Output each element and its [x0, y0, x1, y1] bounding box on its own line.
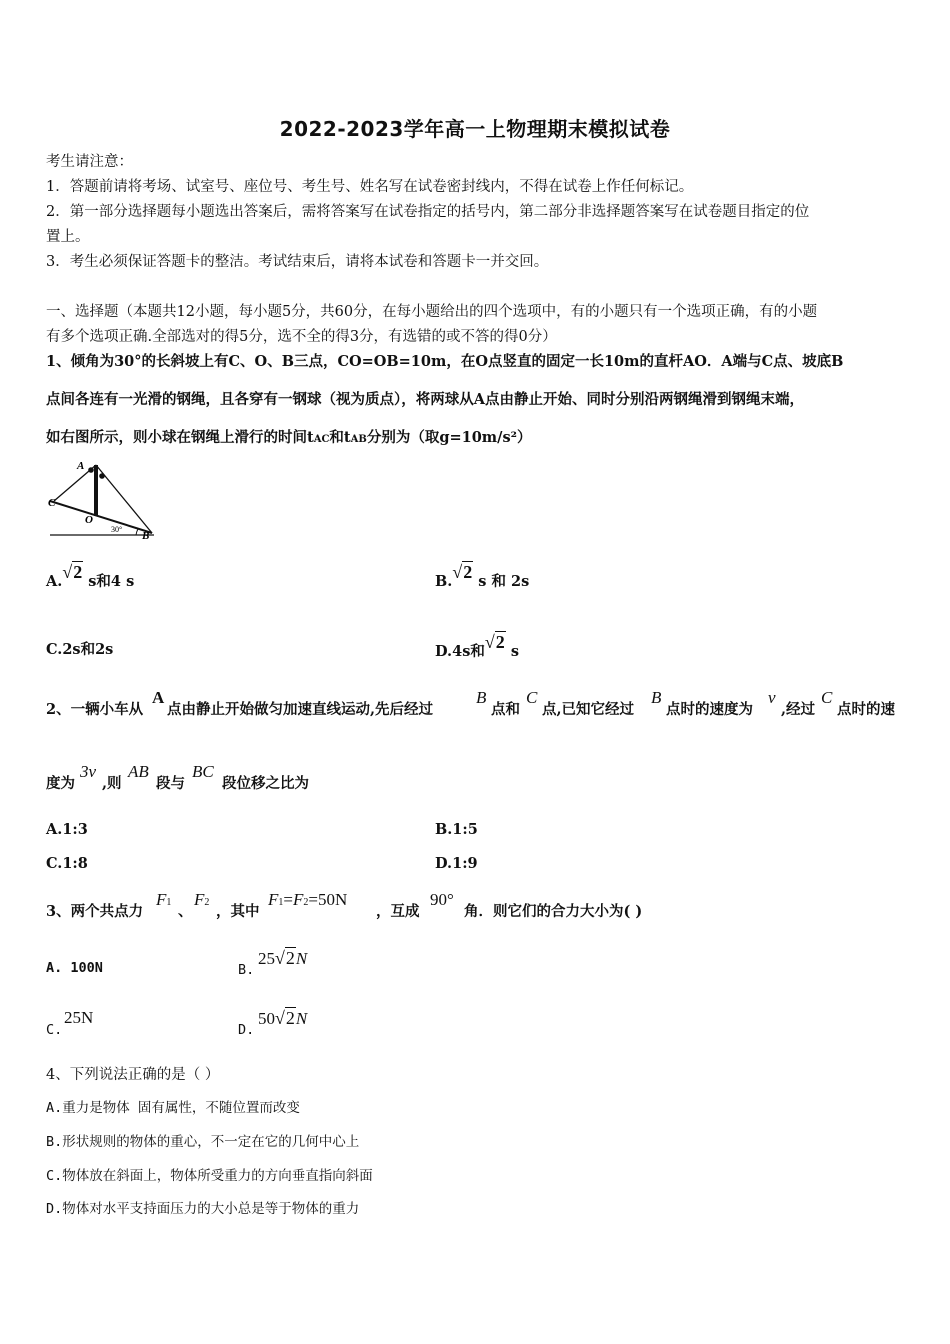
ball-ac — [88, 467, 94, 473]
q1-option-b[interactable]: B.√2 s 和 2s — [435, 562, 530, 590]
notice-item: 1．答题前请将考场、试室号、座位号、考生号、姓名写在试卷密封线内，不得在试卷上作任何标记。 — [46, 179, 694, 195]
q3-option-a[interactable]: A. 100N — [46, 960, 103, 976]
page-title: 2022-2023学年高一上物理期末模拟试卷 — [279, 117, 671, 141]
q2-option-c[interactable]: C.1:8 — [46, 855, 88, 872]
label-a: A — [77, 460, 85, 472]
label-angle: 30° — [111, 525, 123, 534]
label-b: B — [142, 530, 150, 542]
q1-stem-line2: 点间各连有一光滑的钢绳，且各穿有一钢球（视为质点），将两球从A点由静止开始、同时分别沿两钢绳滑到钢绳末端， — [46, 391, 804, 408]
q3-stem: 3、两个共点力 F1 、 F2 ，其中 F1=F2=50N ，互成 90° 角．则它们的合力大小为( ) — [46, 890, 643, 920]
q1-option-c[interactable]: C.2s和2s — [46, 641, 114, 658]
label-o: O — [85, 514, 93, 526]
q4-stem: 4、下列说法正确的是（ ） — [46, 1067, 220, 1083]
label-c: C — [48, 497, 56, 509]
angle-arc — [136, 529, 138, 535]
q1-option-d[interactable]: D.4s和√2 s — [435, 632, 519, 660]
q4-option-d[interactable]: D.物体对水平支持面压力的大小总是等于物体的重力 — [46, 1201, 360, 1217]
q1-stem-line1: 1、倾角为30°的长斜坡上有C、O、B三点，CO=OB=10m，在O点竖直的固定一长10m的直杆AO．A端与C点、坡底B — [46, 353, 844, 370]
q1-option-a[interactable]: A.√2 s和4 s — [46, 562, 135, 590]
notice-heading: 考生请注意： — [46, 154, 133, 170]
q2-option-b[interactable]: B.1:5 — [435, 821, 478, 838]
q4-option-a[interactable]: A.重力是物体 固有属性，不随位置而改变 — [46, 1100, 300, 1116]
q1-stem-line3: 如右图所示，则小球在钢绳上滑行的时间tAC和tAB分别为（取g=10m/s²） — [46, 429, 532, 446]
q2-option-a[interactable]: A.1:3 — [46, 821, 88, 838]
q3-option-d[interactable]: D. 50√2N — [238, 1008, 308, 1038]
section-heading-cont: 有多个选项正确.全部选对的得5分，选不全的得3分，有选错的或不答的得0分） — [46, 329, 557, 345]
q4-option-c[interactable]: C.物体放在斜面上，物体所受重力的方向垂直指向斜面 — [46, 1168, 373, 1184]
q2-option-d[interactable]: D.1:9 — [435, 855, 478, 872]
q2-stem-line2: 度为 3v ,则 AB 段与 BC 段位移之比为 — [46, 762, 309, 792]
ball-ab — [99, 473, 105, 479]
section-heading: 一、选择题（本题共12小题，每小题5分，共60分，在每小题给出的四个选项中，有的小题只有一个选项正确，有的小题 — [46, 304, 818, 320]
slope-line — [50, 501, 152, 533]
q1-figure — [44, 454, 164, 544]
q2-stem-line1: 2、一辆小车从 A 点由静止开始做匀加速直线运动,先后经过 B 点和 C 点,已知它经过 B 点时的速度为 v ,经过 C 点时的速 — [46, 688, 895, 718]
q4-option-b[interactable]: B.形状规则的物体的重心，不一定在它的几何中心上 — [46, 1134, 360, 1150]
notice-item: 3．考生必须保证答题卡的整洁。考试结束后，请将本试卷和答题卡一并交回。 — [46, 254, 549, 270]
notice-item: 置上。 — [46, 229, 90, 245]
notice-item: 2．第一部分选择题每小题选出答案后，需将答案写在试卷指定的括号内，第二部分非选择题答案写在试卷题目指定的位 — [46, 204, 810, 220]
q3-option-c[interactable]: C. 25N — [46, 1008, 94, 1038]
q3-option-b[interactable]: B. 25√2N — [238, 948, 308, 978]
